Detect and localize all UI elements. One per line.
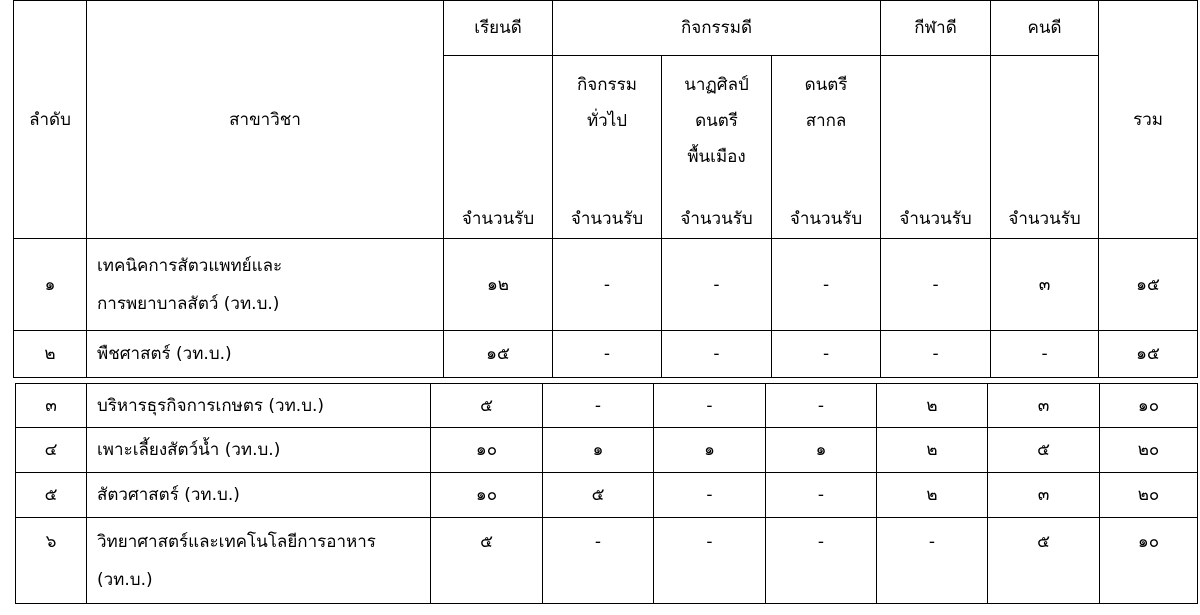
- table-row: [14, 239, 1198, 331]
- cell-total: ๑๐: [1100, 384, 1198, 428]
- table-row: [16, 518, 1198, 604]
- cell-study: ๑๐: [431, 473, 543, 518]
- row-field-name: [87, 239, 444, 331]
- quota-label: จำนวนรับ: [1008, 209, 1081, 229]
- row-number: ๒: [14, 331, 87, 378]
- field-name-line: การพยาบาลสัตว์ (วท.บ.): [97, 293, 280, 314]
- row-field-name: บริหารธุรกิจการเกษตร (วท.บ.): [87, 384, 431, 428]
- cell-good: ๓: [988, 473, 1100, 518]
- cell-sport: -: [881, 331, 991, 378]
- subheader-international-music: [772, 56, 881, 239]
- cell-sport: ๒: [877, 384, 988, 428]
- cell-sport: -: [877, 518, 988, 604]
- cell-total: ๒๐: [1100, 428, 1198, 473]
- field-name-line: เทคนิคการสัตวแพทย์และ: [97, 255, 283, 276]
- row-number: ๑: [14, 239, 87, 331]
- cell-music: -: [766, 518, 877, 604]
- header-field: สาขาวิชา: [87, 1, 444, 239]
- subheader-folk-dance-music: [662, 56, 772, 239]
- header-study: เรียนดี: [444, 1, 553, 56]
- table-row: [16, 473, 1198, 518]
- row-number: ๖: [16, 518, 87, 604]
- cell-total: ๒๐: [1100, 473, 1198, 518]
- cell-sport: ๒: [877, 428, 988, 473]
- cell-total: ๑๕: [1099, 239, 1198, 331]
- cell-sport: -: [881, 239, 991, 331]
- cell-study: ๕: [431, 384, 543, 428]
- subheader-sport: [881, 56, 991, 239]
- cell-general: -: [553, 239, 662, 331]
- cell-good: ๓: [991, 239, 1099, 331]
- cell-general: -: [543, 518, 654, 604]
- field-name-line: (วท.บ.): [97, 569, 153, 590]
- cell-general: -: [543, 384, 654, 428]
- row-field-name: สัตวศาสตร์ (วท.บ.): [87, 473, 431, 518]
- header-activity: กิจกรรมดี: [553, 1, 881, 56]
- subheader-good: [991, 56, 1099, 239]
- quota-table-top: [13, 0, 1198, 378]
- row-number: ๓: [16, 384, 87, 428]
- cell-good: ๓: [988, 384, 1100, 428]
- header-sport: กีฬาดี: [881, 1, 991, 56]
- quota-label: จำนวนรับ: [461, 209, 535, 229]
- subheader-study: [444, 56, 553, 239]
- cell-total: ๑๕: [1099, 331, 1198, 378]
- cell-study: ๑๐: [431, 428, 543, 473]
- dance-line-1: นาฏศิลป์: [684, 75, 749, 95]
- row-field-name: เพาะเลี้ยงสัตว์น้ำ (วท.บ.): [87, 428, 431, 473]
- cell-good: ๕: [988, 428, 1100, 473]
- cell-dance: -: [662, 331, 772, 378]
- cell-study: ๕: [431, 518, 543, 604]
- table-row: [14, 331, 1198, 378]
- cell-good: ๕: [988, 518, 1100, 604]
- general-line-2: ทั่วไป: [586, 111, 628, 131]
- dance-line-2: ดนตรี: [695, 111, 738, 131]
- cell-dance: ๑: [654, 428, 766, 473]
- header-total: รวม: [1099, 1, 1198, 239]
- cell-general: ๕: [543, 473, 654, 518]
- cell-dance: -: [654, 384, 766, 428]
- cell-music: -: [766, 384, 877, 428]
- field-name-line: วิทยาศาสตร์และเทคโนโลยีการอาหาร: [97, 531, 376, 552]
- cell-study: ๑๕: [444, 331, 553, 378]
- cell-sport: ๒: [877, 473, 988, 518]
- quota-label: จำนวนรับ: [899, 209, 972, 229]
- music-line-2: สากล: [805, 111, 847, 131]
- header-order: ลำดับ: [14, 1, 87, 239]
- row-field-name: [87, 518, 431, 604]
- general-line-1: กิจกรรม: [576, 75, 637, 95]
- cell-dance: -: [654, 518, 766, 604]
- cell-general: ๑: [543, 428, 654, 473]
- music-line-1: ดนตรี: [804, 75, 848, 95]
- quota-label: จำนวนรับ: [570, 209, 644, 229]
- row-number: ๕: [16, 473, 87, 518]
- header-good: คนดี: [991, 1, 1099, 56]
- dance-line-3: พื้นเมือง: [687, 147, 746, 167]
- cell-music: -: [766, 473, 877, 518]
- quota-label: จำนวนรับ: [680, 209, 753, 229]
- row-field-name: พืชศาสตร์ (วท.บ.): [87, 331, 444, 378]
- cell-total: ๑๐: [1100, 518, 1198, 604]
- cell-good: -: [991, 331, 1099, 378]
- table-row: [16, 428, 1198, 473]
- cell-music: -: [772, 239, 881, 331]
- cell-music: ๑: [766, 428, 877, 473]
- quota-table-bottom: [15, 383, 1198, 604]
- table-row: [16, 384, 1198, 428]
- subheader-general-activity: [553, 56, 662, 239]
- row-number: ๔: [16, 428, 87, 473]
- cell-general: -: [553, 331, 662, 378]
- cell-music: -: [772, 331, 881, 378]
- cell-dance: -: [654, 473, 766, 518]
- cell-study: ๑๒: [444, 239, 553, 331]
- cell-dance: -: [662, 239, 772, 331]
- quota-label: จำนวนรับ: [789, 209, 863, 229]
